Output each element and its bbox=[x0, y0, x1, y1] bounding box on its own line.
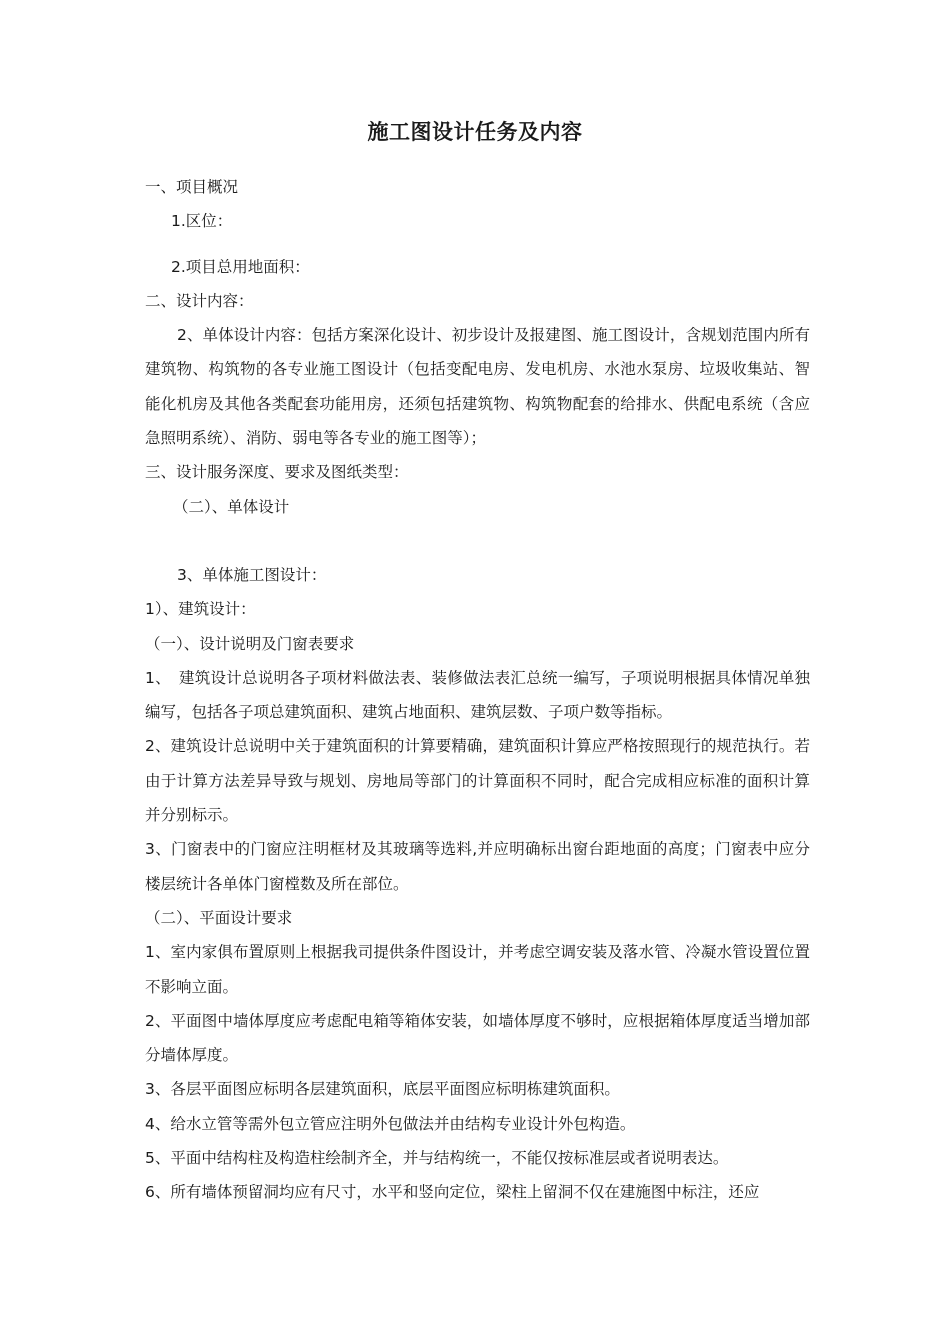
paragraph: 2、建筑设计总说明中关于建筑面积的计算要精确，建筑面积计算应严格按照现行的规范执行。若由于计算方法差异导致与规划、房地局等部门的计算面积不同时，配合完成相应标准的面积计算并分别标示。 bbox=[145, 737, 810, 825]
subsection-heading: （二）、平面设计要求 bbox=[145, 908, 293, 927]
list-item: 3、单体施工图设计： bbox=[177, 565, 327, 584]
paragraph: 1、室内家俱布置原则上根据我司提供条件图设计，并考虑空调安装及落水管、冷凝水管设置位置不影响立面。 bbox=[145, 943, 810, 996]
paragraph: 3、门窗表中的门窗应注明框材及其玻璃等选料,并应明确标出窗台距地面的高度；门窗表中应分楼层统计各单体门窗樘数及所在部位。 bbox=[145, 840, 810, 893]
document-body bbox=[145, 170, 810, 1210]
subsection-heading: 1）、建筑设计： bbox=[145, 600, 256, 619]
section-heading: 二、设计内容： bbox=[145, 291, 254, 310]
paragraph: 5、平面中结构柱及构造柱绘制齐全，并与结构统一，不能仅按标准层或者说明表达。 bbox=[145, 1149, 729, 1168]
paragraph: 2、平面图中墙体厚度应考虑配电箱等箱体安装，如墙体厚度不够时，应根据箱体厚度适当增加部分墙体厚度。 bbox=[145, 1011, 810, 1065]
paragraph: 6、所有墙体预留洞均应有尺寸，水平和竖向定位，梁柱上留洞不仅在建施图中标注，还应 bbox=[145, 1183, 760, 1202]
list-item: 2.项目总用地面积： bbox=[171, 257, 310, 276]
section-heading: 一、项目概况 bbox=[145, 178, 239, 196]
paragraph: 1、 建筑设计总说明各子项材料做法表、装修做法表汇总统一编写，子项说明根据具体情况单独编写，包括各子项总建筑面积、建筑占地面积、建筑层数、子项户数等指标。 bbox=[145, 668, 810, 722]
subsection-heading: （二）、单体设计 bbox=[173, 497, 290, 516]
paragraph: 4、给水立管等需外包立管应注明外包做法并由结构专业设计外包构造。 bbox=[145, 1114, 636, 1133]
section-heading: 三、设计服务深度、要求及图纸类型： bbox=[145, 463, 409, 482]
page-title: 施工图设计任务及内容 bbox=[367, 120, 583, 144]
paragraph: 3、各层平面图应标明各层建筑面积，底层平面图应标明栋建筑面积。 bbox=[145, 1080, 620, 1099]
subsection-heading: （一）、设计说明及门窗表要求 bbox=[145, 634, 355, 653]
list-item: 1.区位： bbox=[171, 212, 233, 231]
paragraph: 2、单体设计内容：包括方案深化设计、初步设计及报建图、施工图设计，含规划范围内所有建筑物、构筑物的各专业施工图设计（包括变配电房、发电机房、水池水泵房、垃圾收集站、智能化机房及其他各类配套功能用房，还须包括建筑物、构筑物配套的给排水、供配电系统（含应急照明系统）、消防、弱电等各专业的施工图等）； bbox=[145, 326, 810, 448]
